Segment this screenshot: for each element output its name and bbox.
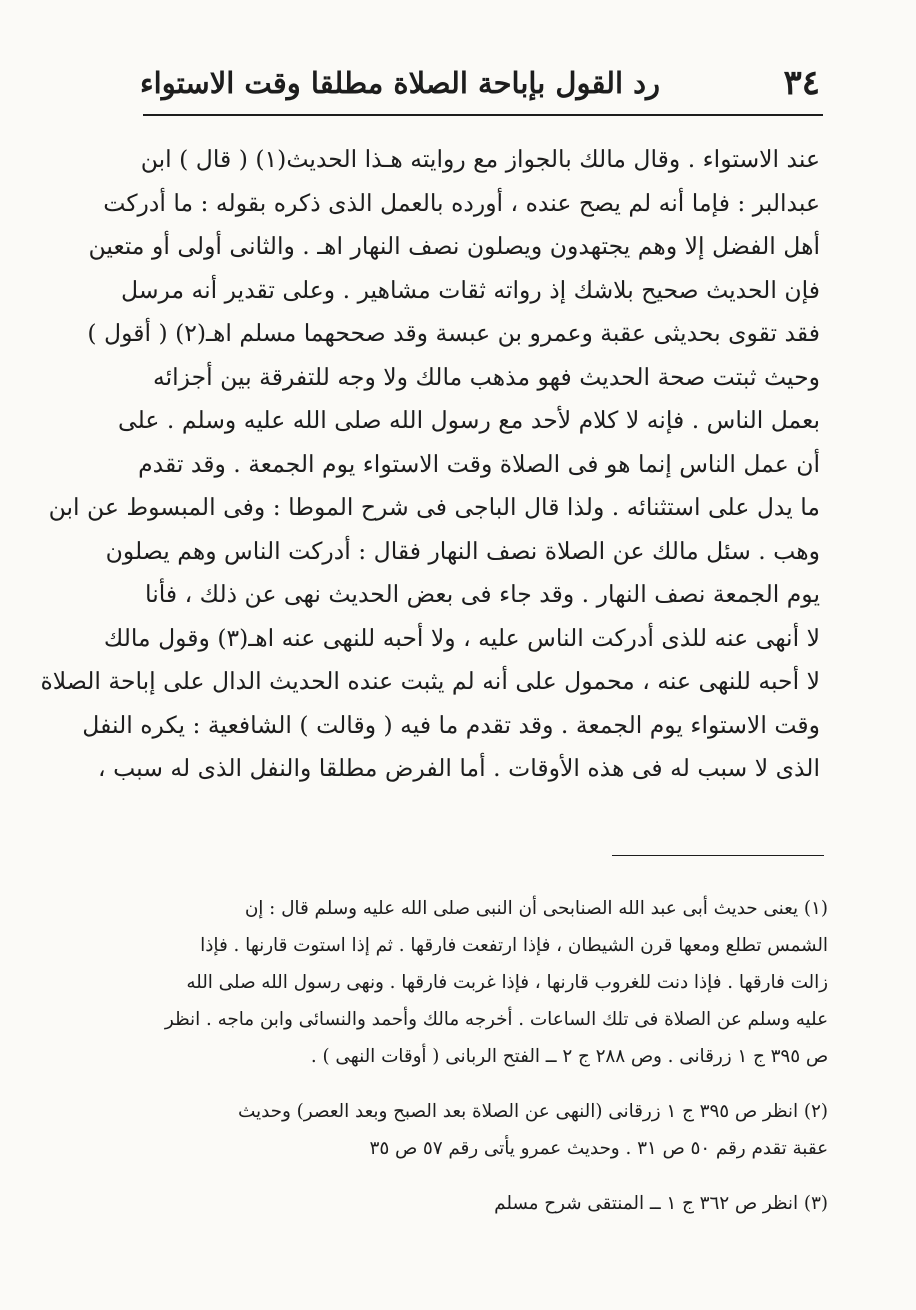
text-line: لا أحبه للنهى عنه ، محمول على أنه لم يثبت عنده الحديث الدال على إباحة الصلاة (40, 667, 820, 695)
footnote-line: الشمس تطلع ومعها قرن الشيطان ، فإذا ارتفعت فارقها . ثم إذا استوت قارنها . فإذا (200, 935, 828, 956)
text-line: بعمل الناس . فإنه لا كلام لأحد مع رسول الله صلى الله عليه وسلم . على (118, 406, 820, 434)
footnote-3 (140, 1185, 828, 1222)
footnote-spacer (140, 1167, 828, 1185)
page-number: ٣٤ (783, 63, 820, 103)
page-header (140, 58, 820, 108)
footnote-line: ص ٣٩٥ ج ١ زرقانى . وص ٢٨٨ ج ٢ ــ الفتح الربانى ( أوقات النهى ) . (310, 1046, 828, 1067)
text-line: أهل الفضل إلا وهم يجتهدون ويصلون نصف النهار اهـ . والثانى أولى أو متعين (88, 232, 820, 260)
main-text (40, 138, 820, 791)
header-rule (143, 114, 823, 116)
footnote-line: عليه وسلم عن الصلاة فى تلك الساعات . أخرجه مالك وأحمد والنسائى وابن ماجه . انظر (164, 1009, 828, 1030)
text-line: عبدالبر : فإما أنه لم يصح عنده ، أورده بالعمل الذى ذكره بقوله : ما أدركت (103, 188, 820, 217)
footnote-2 (140, 1093, 828, 1167)
text-line: وهب . سئل مالك عن الصلاة نصف النهار فقال : أدركت الناس وهم يصلون (105, 536, 820, 565)
text-line: الذى لا سبب له فى هذه الأوقات . أما الفرض مطلقا والنفل الذى له سبب ، (98, 754, 820, 782)
footnote-separator (612, 855, 824, 856)
text-line: فإن الحديث صحيح بلاشك إذ رواته ثقات مشاهير . وعلى تقدير أنه مرسل (121, 275, 820, 304)
text-line: وحيث ثبتت صحة الحديث فهو مذهب مالك ولا وجه للتفرقة بين أجزائه (152, 362, 820, 391)
footnote-line: (٣) انظر ص ٣٦٢ ج ١ ــ المنتقى شرح مسلم (494, 1193, 828, 1214)
text-line: وقت الاستواء يوم الجمعة . وقد تقدم ما فيه ( وقالت ) الشافعية : يكره النفل (82, 710, 820, 739)
text-line: ما يدل على استثنائه . ولذا قال الباجى فى شرح الموطا : وفى المبسوط عن ابن (48, 493, 820, 521)
footnote-line: (٢) انظر ص ٣٩٥ ج ١ زرقانى (النهى عن الصلاة بعد الصبح وبعد العصر) وحديث (238, 1101, 828, 1122)
footnote-line: زالت فارقها . فإذا دنت للغروب قارنها ، فإذا غربت فارقها . ونهى رسول الله صلى الله (186, 972, 828, 993)
text-line: فقد تقوى بحديثى عقبة وعمرو بن عبسة وقد صححهما مسلم اهـ(٢) ( أقول ) (87, 319, 820, 347)
footnote-line: عقبة تقدم رقم ٥٠ ص ٣١ . وحديث عمرو يأتى رقم ٥٧ ص ٣٥ (369, 1138, 828, 1159)
text-line: عند الاستواء . وقال مالك بالجواز مع روايته هـذا الحديث(١) ( قال ) ابن (140, 145, 820, 173)
footnote-spacer (140, 1075, 828, 1093)
text-line: أن عمل الناس إنما هو فى الصلاة وقت الاستواء يوم الجمعة . وقد تقدم (138, 449, 820, 478)
running-title: رد القول بإباحة الصلاة مطلقا وقت الاستواء (140, 66, 661, 100)
text-line: لا أنهى عنه للذى أدركت الناس عليه ، ولا أحبه للنهى عنه اهـ(٣) وقول مالك (103, 623, 820, 652)
footnote-1 (140, 890, 828, 1075)
footnotes (140, 890, 828, 1222)
text-line: يوم الجمعة نصف النهار . وقد جاء فى بعض الحديث نهى عن ذلك ، فأنا (145, 580, 820, 608)
footnote-line: (١) يعنى حديث أبى عبد الله الصنابحى أن النبى صلى الله عليه وسلم قال : إن (244, 898, 828, 919)
